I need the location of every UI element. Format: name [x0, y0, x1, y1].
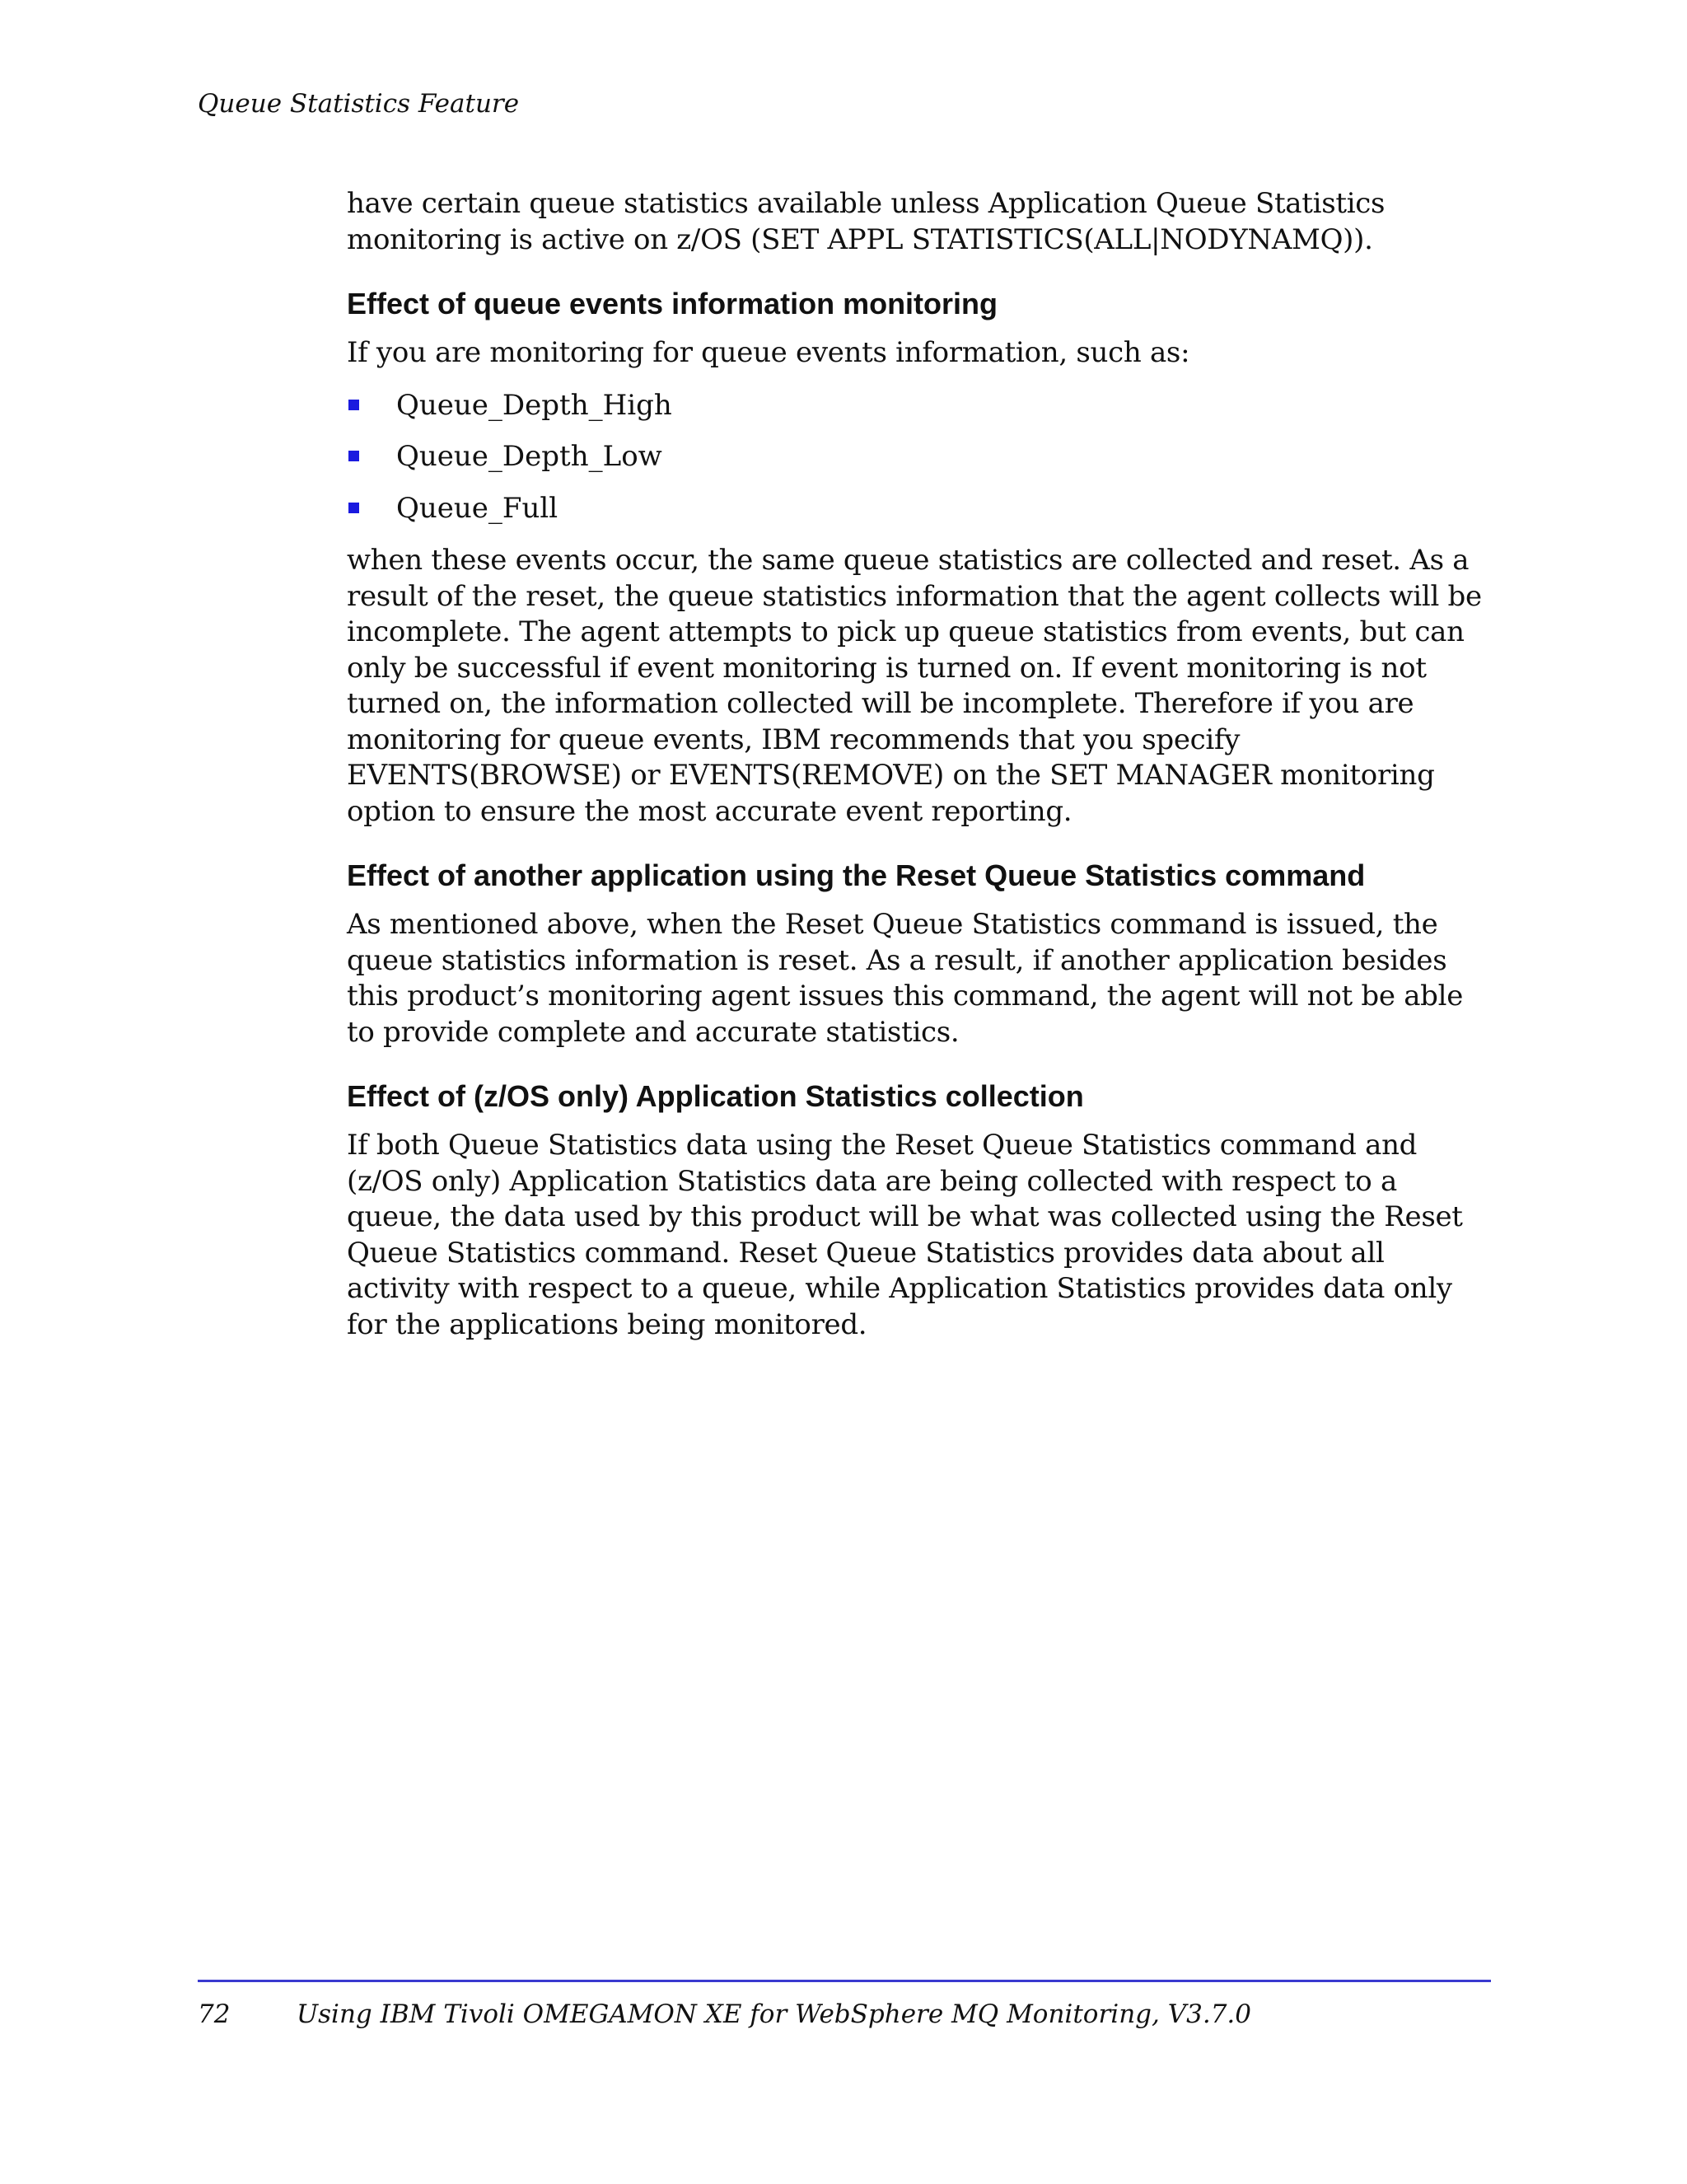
list-item — [347, 439, 1484, 475]
square-bullet-icon — [348, 503, 359, 513]
list-item — [347, 491, 1484, 527]
section-heading: Effect of queue events information monitoring — [347, 287, 998, 320]
section-reset-command — [347, 858, 1484, 1050]
page-content — [347, 186, 1484, 1359]
list-item-label: Queue_Depth_High — [396, 388, 672, 422]
list-item-label: Queue_Full — [396, 491, 558, 525]
section-queue-events — [347, 286, 1484, 830]
list-item — [347, 388, 1484, 424]
section-paragraph: If both Queue Statistics data using the Reset Queue Statistics command and (z/OS only) Application Statistics data are being collected with respect to a queue, the data used by this product will be what was collected using the Reset Queue Statistics command. Reset Queue Statistics provides data about all activity with respect to a queue, while Application Statistics provides data only for the applications being monitored. — [347, 1129, 1463, 1341]
page-number: 72 — [198, 1999, 231, 2029]
running-header: Queue Statistics Feature — [198, 89, 520, 119]
lead-paragraph: If you are monitoring for queue events information, such as: — [347, 336, 1190, 369]
footer-divider — [198, 1980, 1491, 1982]
footer-book-title: Using IBM Tivoli OMEGAMON XE for WebSphere MQ Monitoring, V3.7.0 — [297, 1999, 1251, 2029]
intro-paragraph: have certain queue statistics available unless Application Queue Statistics monitoring is active on z/OS (SET APPL STATISTICS(ALL|NODYNAMQ)). — [347, 187, 1386, 256]
square-bullet-icon — [348, 451, 359, 461]
section-paragraph: when these events occur, the same queue statistics are collected and reset. As a result of the reset, the queue statistics information that the agent collects will be incomplete. The agent attempts to pick up queue statistics from events, but can only be successful if event monitoring is turned on. If event monitoring is not turned on, the information collected will be incomplete. Therefore if you are monitoring for queue events, IBM recommends that you specify EVENTS(BROWSE) or EVENTS(REMOVE) on the SET MANAGER monitoring option to ensure the most accurate event reporting. — [347, 544, 1482, 828]
square-bullet-icon — [348, 400, 359, 410]
section-application-statistics — [347, 1078, 1484, 1343]
section-heading: Effect of (z/OS only) Application Statistics collection — [347, 1079, 1084, 1113]
list-item-label: Queue_Depth_Low — [396, 440, 662, 473]
section-heading: Effect of another application using the Reset Queue Statistics command — [347, 858, 1366, 892]
section-paragraph: As mentioned above, when the Reset Queue Statistics command is issued, the queue statistics information is reset. As a result, if another application besides this product’s monitoring agent issues this command, the agent will not be able to provide complete and accurate statistics. — [347, 908, 1464, 1049]
event-list — [347, 388, 1484, 527]
